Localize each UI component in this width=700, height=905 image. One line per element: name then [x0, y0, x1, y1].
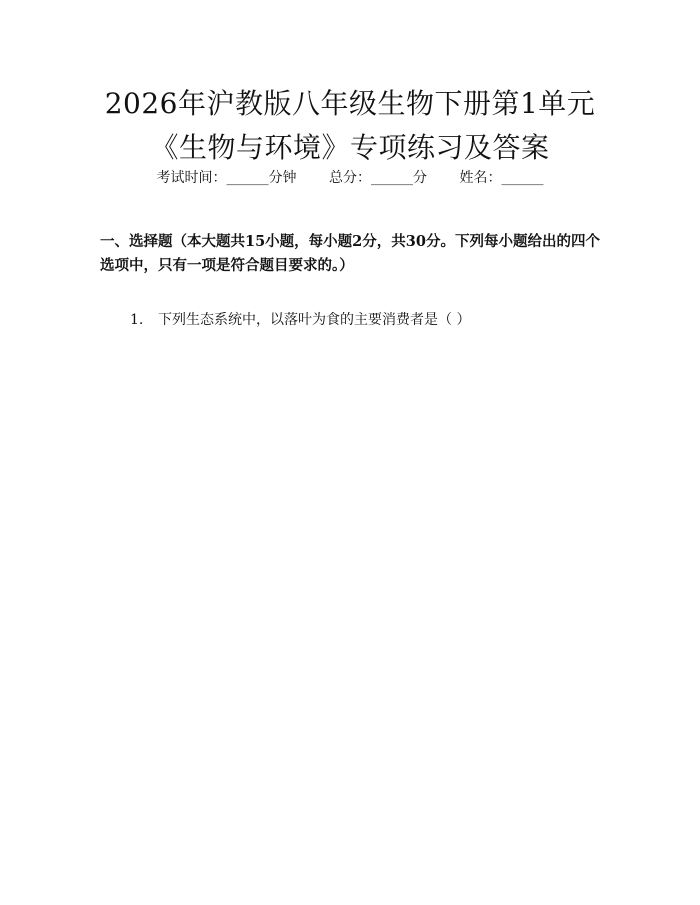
exam-time-field: 考试时间：______分钟 [156, 170, 297, 186]
question-number: 1. [130, 312, 144, 328]
exam-info [0, 168, 700, 188]
student-name-field: 姓名：______ [459, 170, 544, 186]
total-score-field: 总分：______分 [329, 170, 427, 186]
document-title: 2026年沪教版八年级生物下册第1单元《生物与环境》专项练习及答案 [104, 87, 596, 164]
question-stem: 下列生态系统中，以落叶为食的主要消费者是（ ） [158, 312, 471, 328]
section-heading: 一、选择题（本大题共15小题，每小题2分，共30分。下列每小题给出的四个选项中，只有一项是符合题目要求的。） [100, 233, 600, 274]
question-1 [130, 309, 600, 331]
